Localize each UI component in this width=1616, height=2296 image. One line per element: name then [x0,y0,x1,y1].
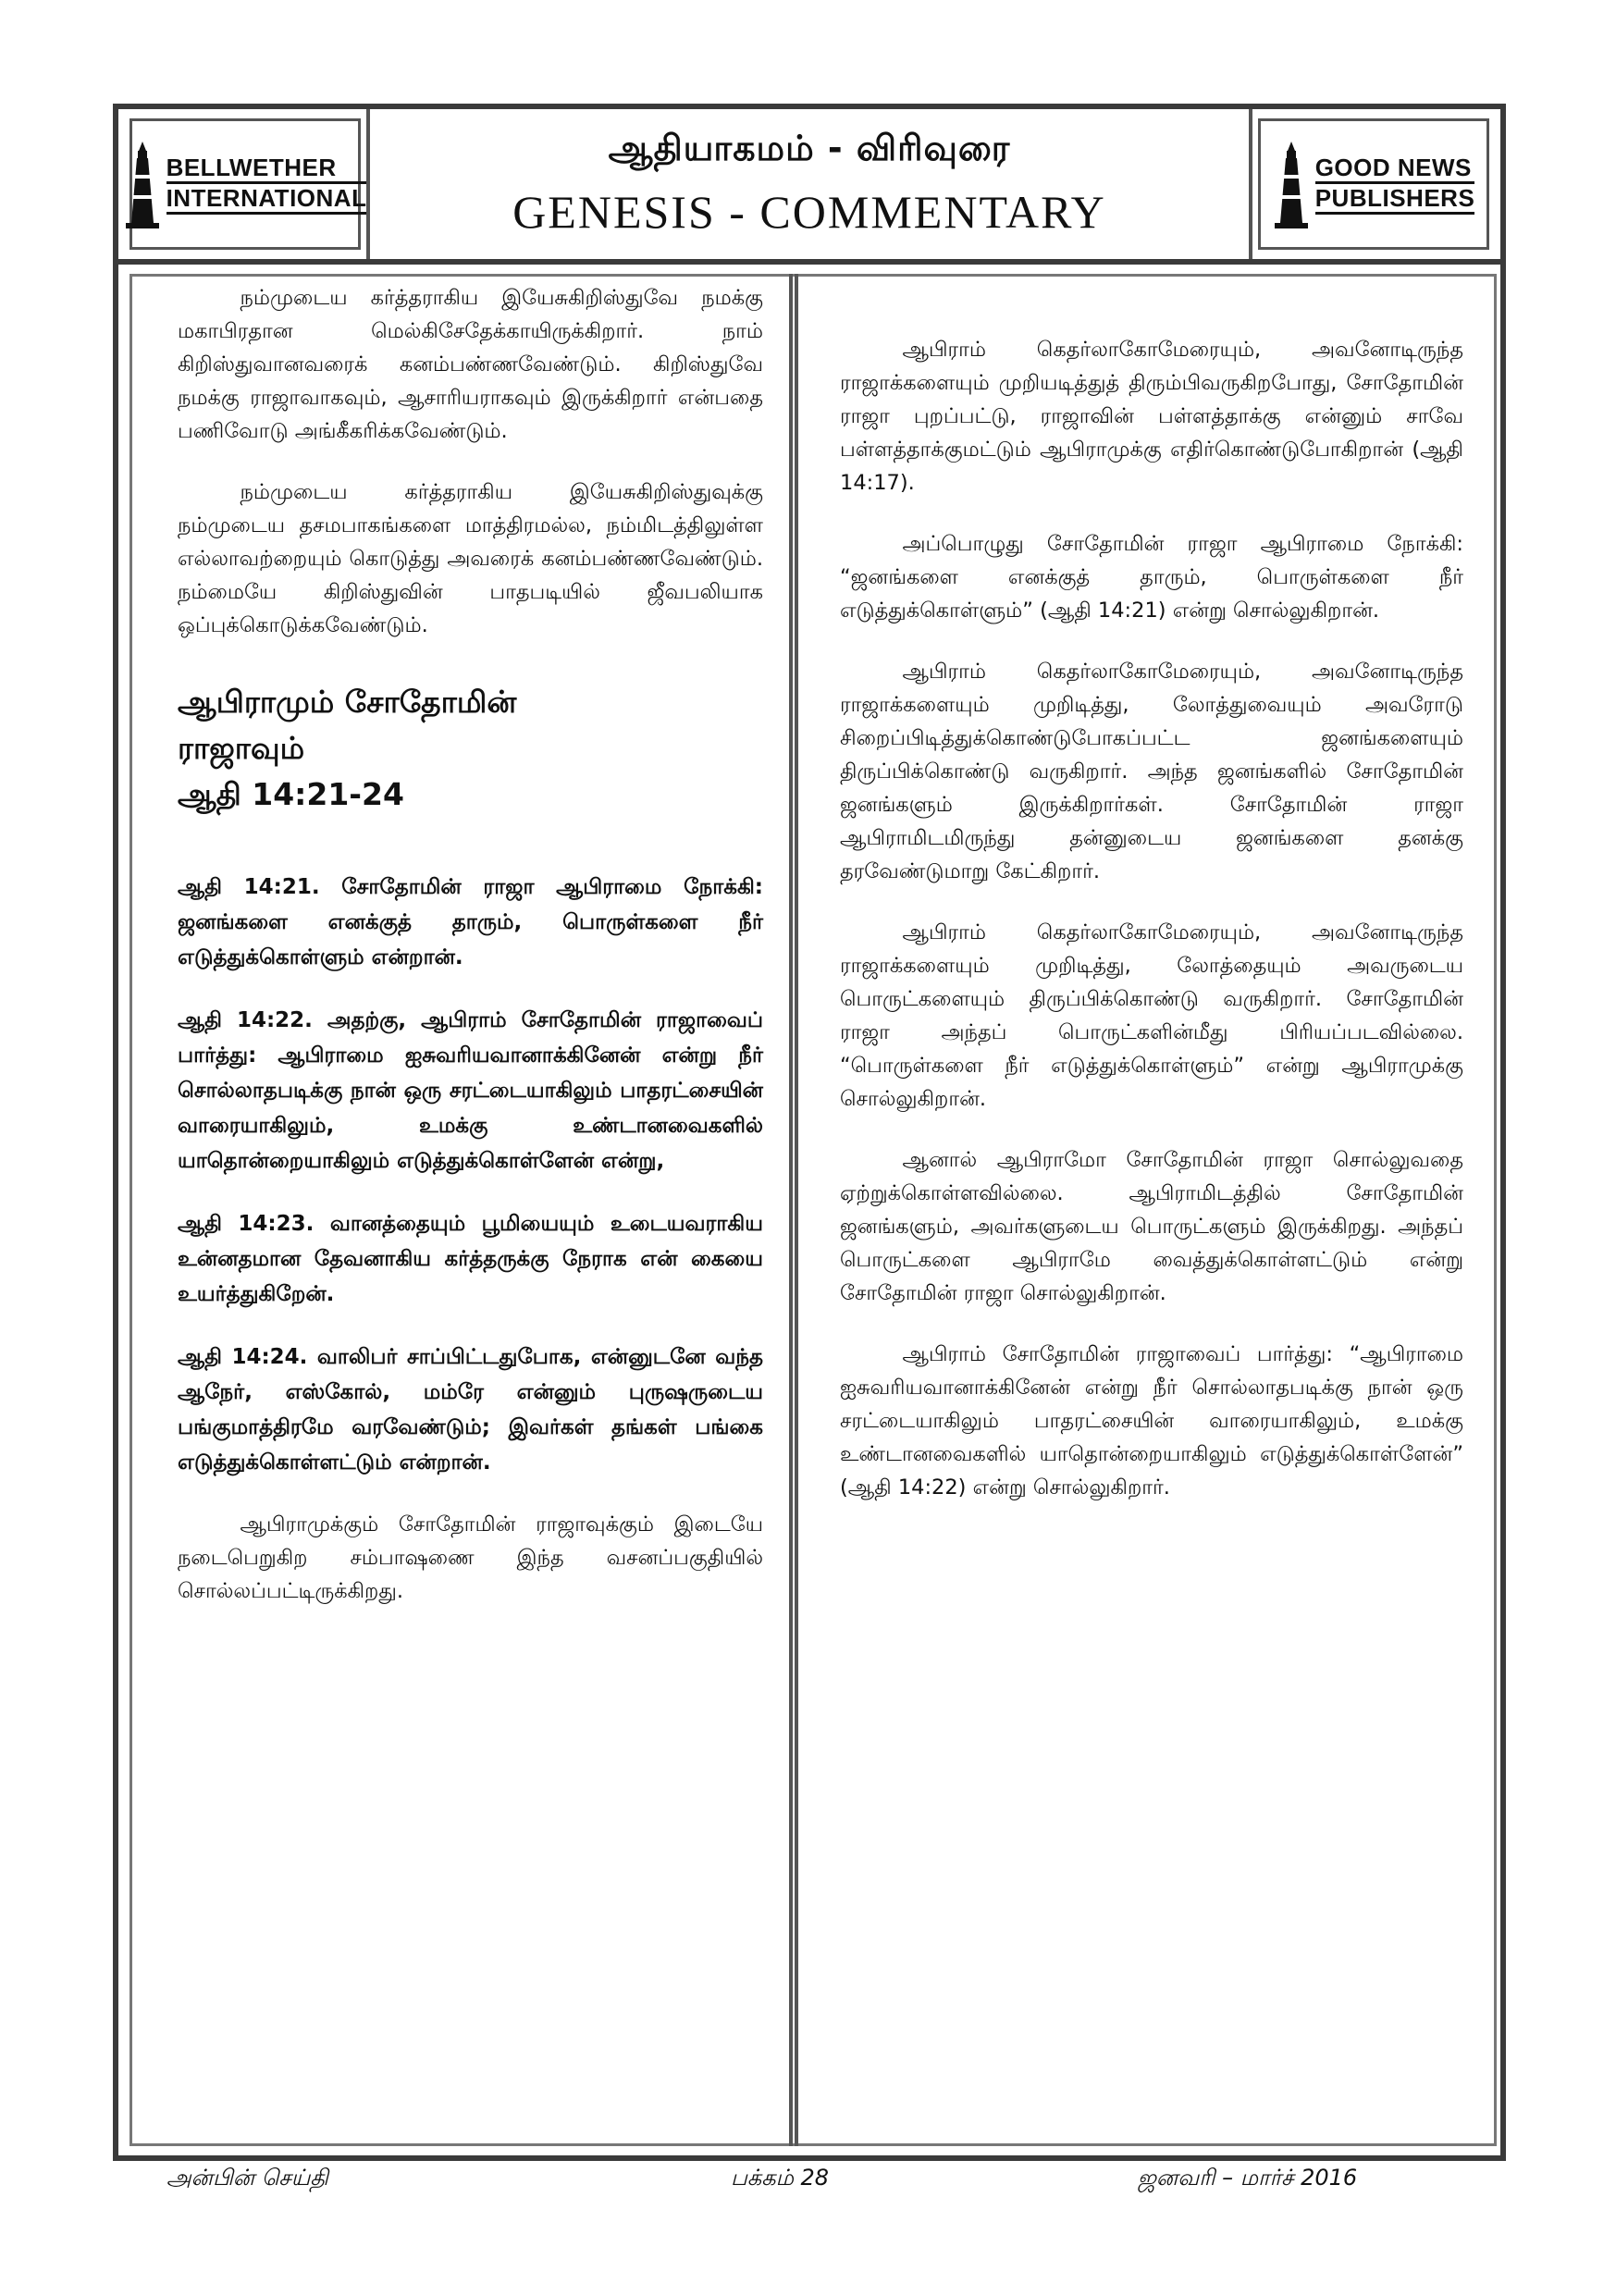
logo-left-line1: BELLWETHER [167,154,367,184]
verse-14-23: ஆதி 14:23. வானத்தையும் பூமியையும் உடையவராகிய உன்னதமான தேவனாகிய கர்த்தருக்கு நேராக என் கையை உயர்த்துகிறேன். [178,1212,763,1306]
bellwether-logo [130,118,367,250]
right-paragraph-1: ஆபிராம் கெதர்லாகோமேரையும், அவனோடிருந்த ராஜாக்களையும் முறியடித்துத் திரும்பிவருகிறபோது, சோதோமின் ராஜா புறப்பட்டு, ராஜாவின் பள்ளத்தாக்கு என்னும் சாவே பள்ளத்தாக்குமட்டும் ஆபிராமுக்கு எதிர்கொண்டுபோகிறான் (ஆதி 14:17). [840,338,1463,495]
verse-14-21: ஆதி 14:21. சோதோமின் ராஜா ஆபிராமை நோக்கி: ஜனங்களை எனக்குத் தாரும், பொருள்களை நீர் எடுத்துக்கொள்ளும் என்றான். [178,875,763,969]
page-header [118,109,1500,265]
lighthouse-icon [124,138,161,230]
right-paragraph-5: ஆனால் ஆபிராமோ சோதோமின் ராஜா சொல்லுவதை ஏற்றுக்கொள்ளவில்லை. ஆபிராமிடத்தில் சோதோமின் ஜனங்களும், அவர்களுடைய பொருட்களும் இருக்கிறது. அந்தப் பொருட்களை ஆபிராமே வைத்துக்கொள்ளட்டும் என்று சோதோமின் ராஜா சொல்லுகிறான். [840,1148,1463,1305]
good-news-logo [1258,118,1489,250]
heading-line-3: ஆதி 14:21-24 [178,776,404,812]
footer-issue-date: ஜனவரி – மார்ச் 2016 [1138,2165,1358,2191]
logo-left-line2: INTERNATIONAL [167,184,367,215]
left-paragraph-1: நம்முடைய கர்த்தராகிய இயேசுகிறிஸ்துவே நமக்கு மகாபிரதான மெல்கிசேதேக்காயிருக்கிறார். நாம் கிறிஸ்துவானவரைக் கனம்பண்ணவேண்டும். கிறிஸ்துவே நமக்கு ராஜாவாகவும், ஆசாரியராகவும் இருக்கிறார் என்பதை பணிவோடு அங்கீகரிக்கவேண்டும். [178,286,763,443]
page-frame [113,104,1506,2161]
verse-14-24: ஆதி 14:24. வாலிபர் சாப்பிட்டதுபோக, என்னுடனே வந்த ஆநேர், எஸ்கோல், மம்ரே என்னும் புருஷருடைய பங்குமாத்திரமே வரவேண்டும்; இவர்கள் தங்கள் பங்கை எடுத்துக்கொள்ளட்டும் என்றான். [178,1345,763,1475]
section-heading [178,679,763,818]
footer-publication: அன்பின் செய்தி [167,2165,328,2191]
right-paragraph-6: ஆபிராம் சோதோமின் ராஜாவைப் பார்த்து: “ஆபிராமை ஐசுவரியவானாக்கினேன் என்று நீர் சொல்லாதபடிக்கு நான் ஒரு சரட்டையாகிலும் பாதரட்சையின் வாரையாகிலும், உமக்கு உண்டானவைகளில் யாதொன்றையாகிலும் எடுத்துக்கொள்ளேன்” (ஆதி 14:22) என்று சொல்லுகிறார். [840,1342,1463,1500]
left-paragraph-3: ஆபிராமுக்கும் சோதோமின் ராஜாவுக்கும் இடையே நடைபெறுகிற சம்பாஷணை இந்த வசனப்பகுதியில் சொல்லப்பட்டிருக்கிறது. [178,1512,763,1603]
logo-right-line1: GOOD NEWS [1315,154,1475,184]
good-news-logo-text [1315,154,1475,215]
lighthouse-icon [1273,138,1310,230]
title-box [366,109,1252,259]
page-title-tamil: ஆதியாகமம் - விரிவுரை [608,128,1011,168]
right-paragraph-3: ஆபிராம் கெதர்லாகோமேரையும், அவனோடிருந்த ராஜாக்களையும் முறிடித்து, லோத்துவையும் அவரோடு சிறைப்பிடித்துக்கொண்டுபோகப்பட்ட ஜனங்களையும் திருப்பிக்கொண்டு வருகிறார். அந்த ஜனங்களில் சோதோமின் ஜனங்களும் இருக்கிறார்கள். சோதோமின் ராஜா ஆபிராமிடமிருந்து தன்னுடைய ஜனங்களை தனக்கு தரவேண்டுமாறு கேட்கிறார். [840,660,1463,883]
right-column [803,281,1487,2144]
heading-line-2: ராஜாவும் [178,730,305,766]
right-paragraph-4: ஆபிராம் கெதர்லாகோமேரையும், அவனோடிருந்த ராஜாக்களையும் முறிடித்து, லோத்தையும் அவருடைய பொருட்களையும் திருப்பிக்கொண்டு வருகிறார். சோதோமின் ராஜா அந்தப் பொருட்களின்மீது பிரியப்படவில்லை. “பொருள்களை நீர் எடுத்துக்கொள்ளும்” என்று ஆபிராமுக்கு சொல்லுகிறான். [840,920,1463,1111]
heading-line-1: ஆபிராமும் சோதோமின் [178,684,517,720]
footer-page-number: பக்கம் 28 [731,2165,830,2191]
page-footer [0,2165,1616,2205]
column-divider [789,274,798,2146]
verse-14-22: ஆதி 14:22. அதற்கு, ஆபிராம் சோதோமின் ராஜாவைப் பார்த்து: ஆபிராமை ஐசுவரியவானாக்கினேன் என்று நீர் சொல்லாதபடிக்கு நான் ஒரு சரட்டையாகிலும் பாதரட்சையின் வாரையாகிலும், உமக்கு உண்டானவைகளில் யாதொன்றையாகிலும் எடுத்துக்கொள்ளேன் என்று, [178,1008,763,1173]
right-paragraph-2: அப்பொழுது சோதோமின் ராஜா ஆபிராமை நோக்கி: “ஜனங்களை எனக்குத் தாரும், பொருள்களை நீர் எடுத்துக்கொள்ளும்” (ஆதி 14:21) என்று சொல்லுகிறான். [840,532,1463,623]
bellwether-logo-text [167,154,367,215]
left-column [135,281,787,2144]
left-paragraph-2: நம்முடைய கர்த்தராகிய இயேசுகிறிஸ்துவுக்கு நம்முடைய தசமபாகங்களை மாத்திரமல்ல, நம்மிடத்திலுள்ள எல்லாவற்றையும் கொடுத்து அவரைக் கனம்பண்ணவேண்டும். நம்மையே கிறிஸ்துவின் பாதபடியில் ஜீவபலியாக ஒப்புக்கொடுக்கவேண்டும். [178,480,763,637]
logo-right-line2: PUBLISHERS [1315,184,1475,215]
content-columns [118,265,1500,2155]
page-title-english: GENESIS - COMMENTARY [512,186,1106,238]
